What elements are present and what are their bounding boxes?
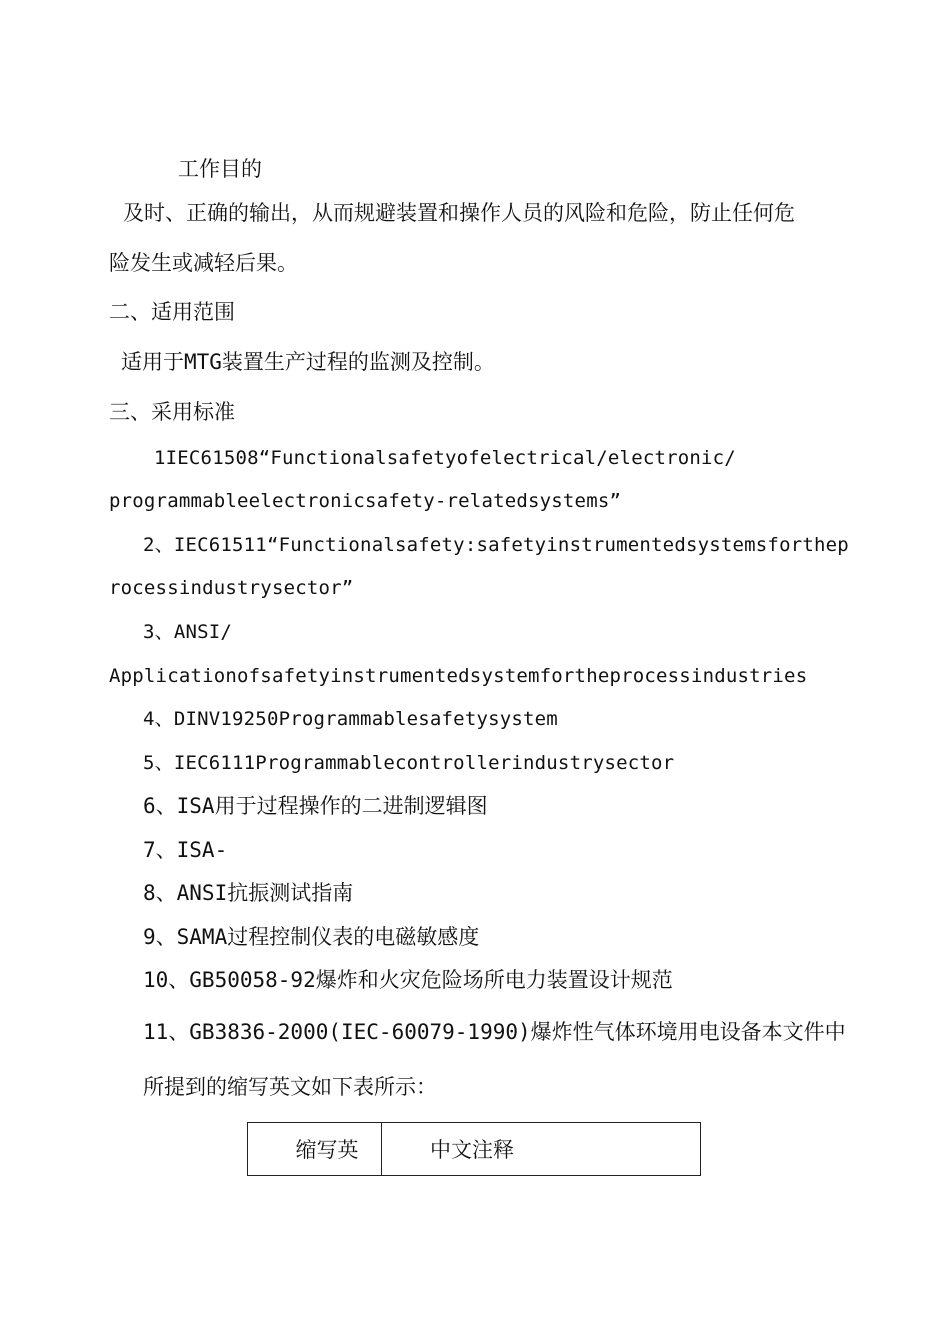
section-heading-scope: 二、适用范围: [109, 300, 235, 324]
standard-item: 9、SAMA过程控制仪表的电磁敏感度: [143, 925, 480, 949]
standard-item-continuation: programmableelectronicsafety-relatedsystems”: [109, 490, 622, 512]
section-heading-standards: 三、采用标准: [109, 400, 235, 424]
paragraph-line: 及时、正确的输出，从而规避装置和操作人员的风险和危险，防止任何危: [123, 201, 795, 225]
table-header-chinese-note: 中文注释: [430, 1138, 514, 1162]
standard-item-continuation: Applicationofsafetyinstrumentedsystemfortheprocessindustries: [109, 665, 808, 687]
abbreviation-table: [247, 1122, 701, 1176]
standard-item: 1IEC61508“Functionalsafetyofelectrical/electronic/: [154, 447, 736, 469]
section-heading-purpose: 工作目的: [178, 157, 262, 181]
standard-item: 2、IEC61511“Functionalsafety:safetyinstrumentedsystemsforthep: [143, 534, 849, 556]
paragraph-line: 险发生或减轻后果。: [109, 251, 298, 275]
standard-item: 4、DINV19250Programmablesafetysystem: [143, 708, 558, 730]
standard-item: 10、GB50058-92爆炸和火灾危险场所电力装置设计规范: [143, 968, 673, 992]
standard-item-continuation: rocessindustrysector”: [109, 577, 354, 599]
standard-item: 5、IEC6111Programmablecontrollerindustrysector: [143, 752, 675, 774]
standard-item: 7、ISA-: [143, 838, 228, 862]
standard-item: 8、ANSI抗振测试指南: [143, 881, 354, 905]
paragraph-line: 适用于MTG装置生产过程的监测及控制。: [121, 350, 495, 374]
standard-item: 6、ISA用于过程操作的二进制逻辑图: [143, 794, 488, 818]
table-header-abbreviation: 缩写英: [248, 1123, 382, 1175]
standard-item: 3、ANSI/: [143, 621, 233, 643]
standard-item: 11、GB3836-2000(IEC-60079-1990)爆炸性气体环境用电设备本文件中: [143, 1020, 846, 1044]
paragraph-line: 所提到的缩写英文如下表所示：: [143, 1075, 437, 1099]
